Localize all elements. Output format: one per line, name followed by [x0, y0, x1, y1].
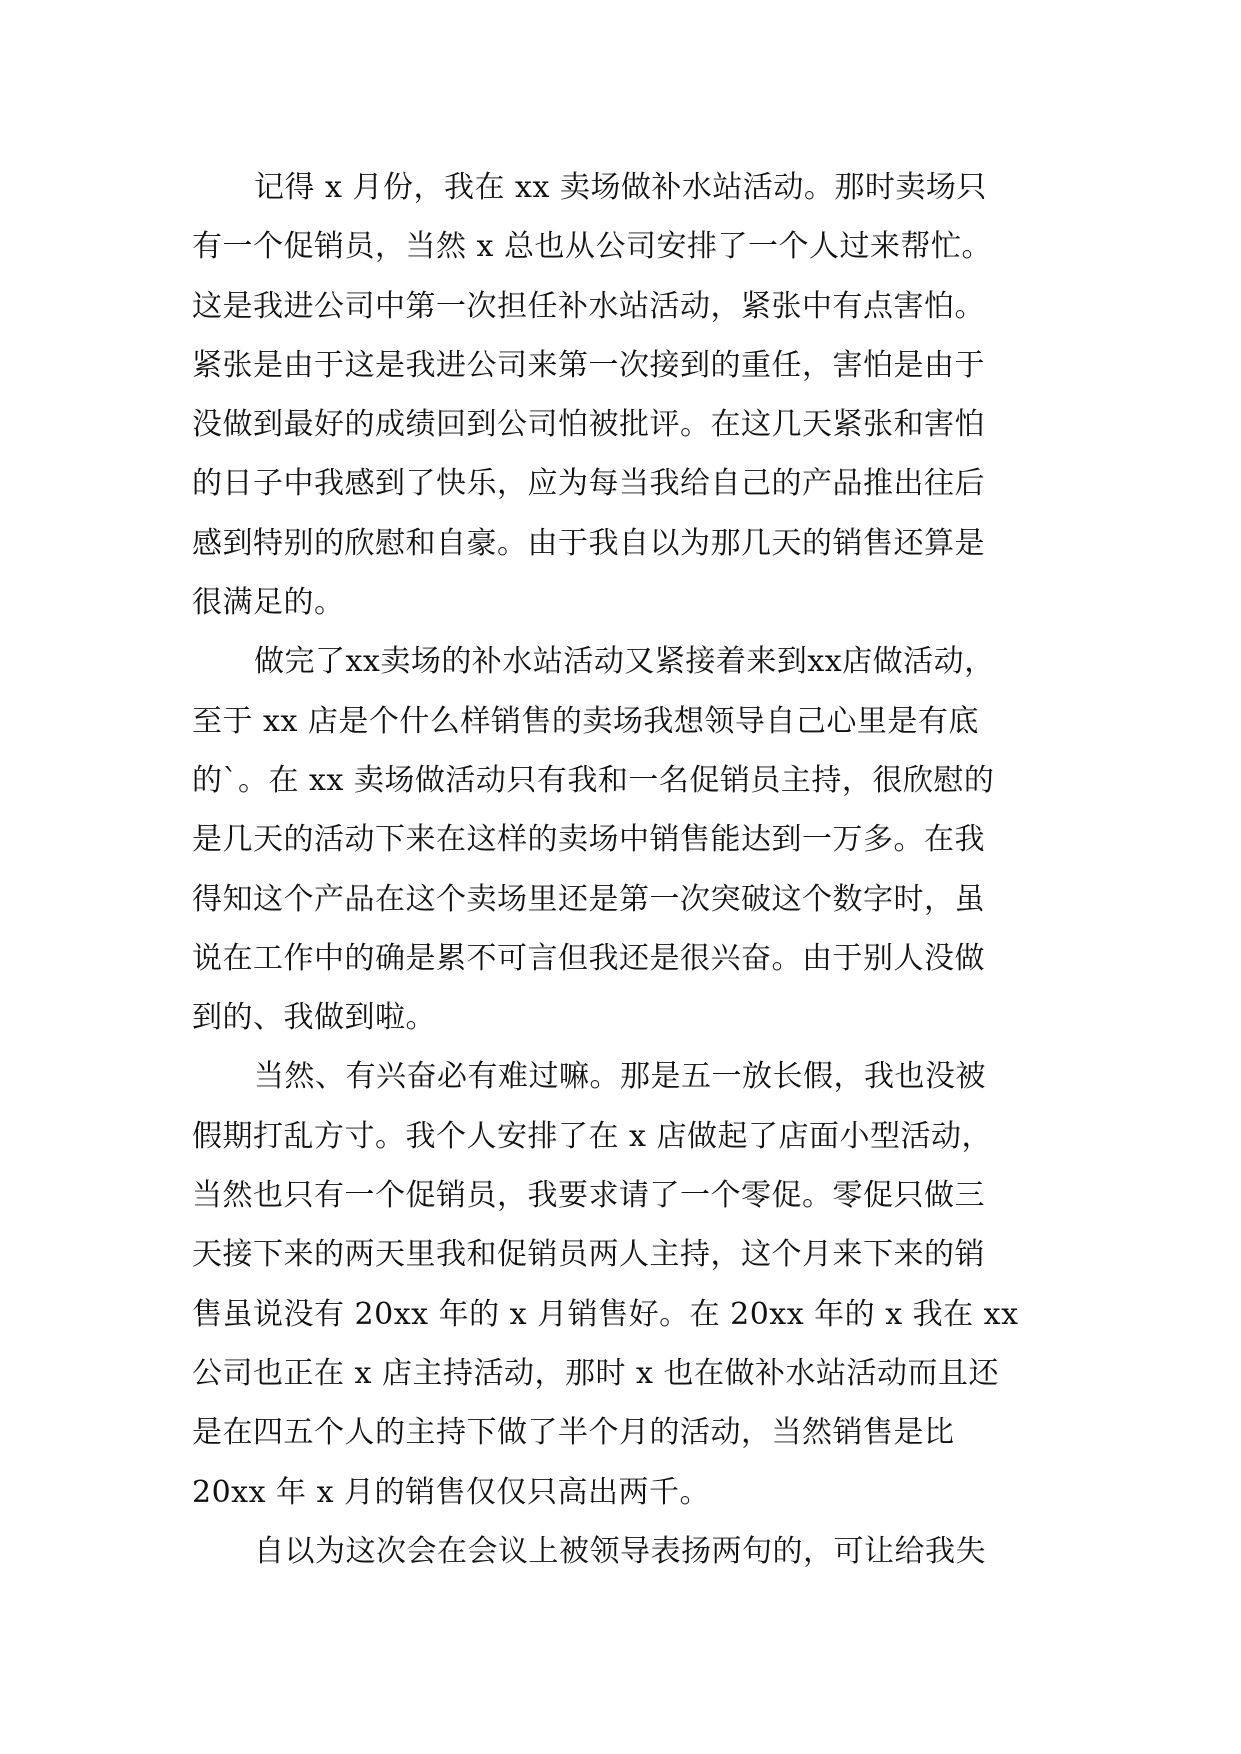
- text-line: 的日子中我感到了快乐，应为每当我给自己的产品推出往后: [192, 466, 985, 502]
- text-line: 说在工作中的确是累不可言但我还是很兴奋。由于别人没做: [192, 940, 985, 976]
- paragraph-3: [192, 1047, 1072, 1521]
- document-body: [192, 158, 1072, 1581]
- text-line: 是在四五个人的主持下做了半个月的活动，当然销售是比: [192, 1415, 955, 1451]
- text-line: 自以为这次会在会议上被领导表扬两句的，可让给我失: [254, 1533, 986, 1569]
- text-line: 公司也正在 x 店主持活动，那时 x 也在做补水站活动而且还: [192, 1355, 999, 1391]
- text-line: 很满足的。: [192, 585, 345, 621]
- text-line: 感到特别的欣慰和自豪。由于我自以为那几天的销售还算是: [192, 525, 985, 561]
- text-line: 记得 x 月份，我在 xx 卖场做补水站活动。那时卖场只: [254, 170, 987, 205]
- text-line: 售虽说没有 20xx 年的 x 月销售好。在 20xx 年的 x 我在 xx: [192, 1296, 1019, 1332]
- text-line: 得知这个产品在这个卖场里还是第一次突破这个数字时，虽: [192, 881, 985, 917]
- text-line: 做完了xx卖场的补水站活动又紧接着来到xx店做活动，: [254, 644, 995, 680]
- text-line: 到的、我做到啦。: [192, 1000, 436, 1036]
- text-line: 当然、有兴奋必有难过嘛。那是五一放长假，我也没被: [254, 1059, 986, 1095]
- text-line: 至于 xx 店是个什么样销售的卖场我想领导自己心里是有底: [192, 703, 979, 739]
- text-line: 紧张是由于这是我进公司来第一次接到的重任，害怕是由于: [192, 347, 985, 383]
- text-line: 当然也只有一个促销员，我要求请了一个零促。零促只做三: [192, 1178, 985, 1214]
- paragraph-2: [192, 632, 1072, 1047]
- text-line: 有一个促销员，当然 x 总也从公司安排了一个人过来帮忙。: [192, 229, 992, 265]
- text-line: 20xx 年 x 月的销售仅仅只高出两千。: [192, 1474, 711, 1510]
- text-line: 的`。在 xx 卖场做活动只有我和一名促销员主持，很欣慰的: [192, 762, 995, 798]
- text-line: 这是我进公司中第一次担任补水站活动，紧张中有点害怕。: [192, 288, 985, 324]
- text-line: 假期打乱方寸。我个人安排了在 x 店做起了店面小型活动，: [192, 1118, 992, 1154]
- paragraph-4: [192, 1522, 1072, 1581]
- text-line: 没做到最好的成绩回到公司怕被批评。在这几天紧张和害怕: [192, 407, 985, 443]
- text-line: 是几天的活动下来在这样的卖场中销售能达到一万多。在我: [192, 822, 985, 858]
- paragraph-1: [192, 158, 1072, 632]
- text-line: 天接下来的两天里我和促销员两人主持，这个月来下来的销: [192, 1237, 985, 1273]
